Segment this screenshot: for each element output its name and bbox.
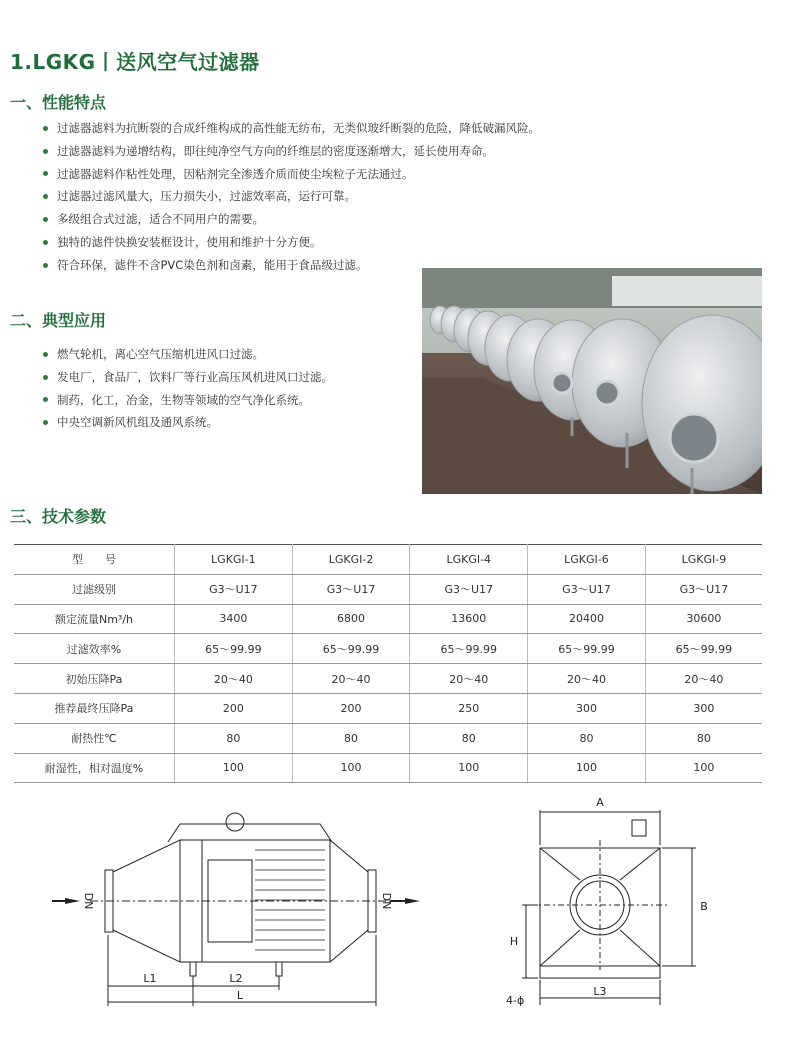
dn-right-label: DN [380,892,393,910]
section-heading-specs: 三、技术参数 [10,507,107,526]
list-item: 燃气轮机，离心空气压缩机进风口过滤。 [43,343,333,366]
table-row: 过滤级别 G3～U17 G3～U17 G3～U17 G3～U17 G3～U17 [14,574,762,604]
bullet-icon [43,420,48,425]
table-row: 推荐最终压降Pa 200 200 250 300 300 [14,693,762,723]
dn-left-label: DN [82,892,95,910]
table-row: 初始压降Pa 20～40 20～40 20～40 20～40 20～40 [14,664,762,694]
b-label: B [700,900,708,913]
bullet-icon [43,149,48,154]
l3-label: L3 [593,985,607,998]
list-item: 发电厂，食品厂，饮料厂等行业高压风机进风口过滤。 [43,366,333,389]
list-item: 过滤器滤料作粘性处理，因粘剂完全渗透介质而使尘埃粒子无法通过。 [43,163,540,186]
bullet-icon [43,375,48,380]
product-photo [422,268,762,494]
bullet-icon [43,397,48,402]
bullet-icon [43,126,48,131]
holes-label: 4-ϕ [506,994,525,1007]
front-view-drawing [500,790,720,1010]
page-title: 1.LGKG丨送风空气过滤器 [10,50,260,74]
l2-label: L2 [229,972,243,985]
applications-list [43,343,333,434]
l1-label: L1 [143,972,157,985]
section-heading-applications: 二、典型应用 [10,311,107,330]
list-item: 符合环保，滤件不含PVC染色剂和卤素，能用于食品级过滤。 [43,254,540,277]
list-item: 过滤器滤料为抗断裂的合成纤维构成的高性能无纺布，无类似玻纤断裂的危险，降低破漏风险。 [43,117,540,140]
table-row: 过滤效率% 65～99.99 65～99.99 65～99.99 65～99.99 65～99.99 [14,634,762,664]
table-row: 额定流量Nm³/h 3400 6800 13600 20400 30600 [14,604,762,634]
table-header-row: 型 号 LGKGI-1 LGKGI-2 LGKGI-4 LGKGI-6 LGKGI-9 [14,545,762,575]
list-item: 中央空调新风机组及通风系统。 [43,411,333,434]
features-list [43,117,540,277]
bullet-icon [43,194,48,199]
list-item: 独特的滤件快换安装框设计，使用和维护十分方便。 [43,231,540,254]
section-heading-features: 一、性能特点 [10,93,107,112]
side-view-drawing [50,810,430,1010]
h-label: H [509,935,519,948]
bullet-icon [43,263,48,268]
table-row: 耐热性℃ 80 80 80 80 80 [14,723,762,753]
l-label: L [236,989,244,1002]
bullet-icon [43,352,48,357]
bullet-icon [43,171,48,176]
list-item: 多级组合式过滤，适合不同用户的需要。 [43,208,540,231]
list-item: 过滤器过滤风量大，压力损失小，过滤效率高，运行可靠。 [43,185,540,208]
bullet-icon [43,240,48,245]
table-row: 耐湿性，相对温度% 100 100 100 100 100 [14,753,762,783]
a-label: A [596,796,604,809]
bullet-icon [43,217,48,222]
list-item: 制药，化工，冶金，生物等领域的空气净化系统。 [43,389,333,412]
spec-table [14,544,762,783]
list-item: 过滤器滤料为递增结构，即往纯净空气方向的纤维层的密度逐渐增大，延长使用寿命。 [43,140,540,163]
